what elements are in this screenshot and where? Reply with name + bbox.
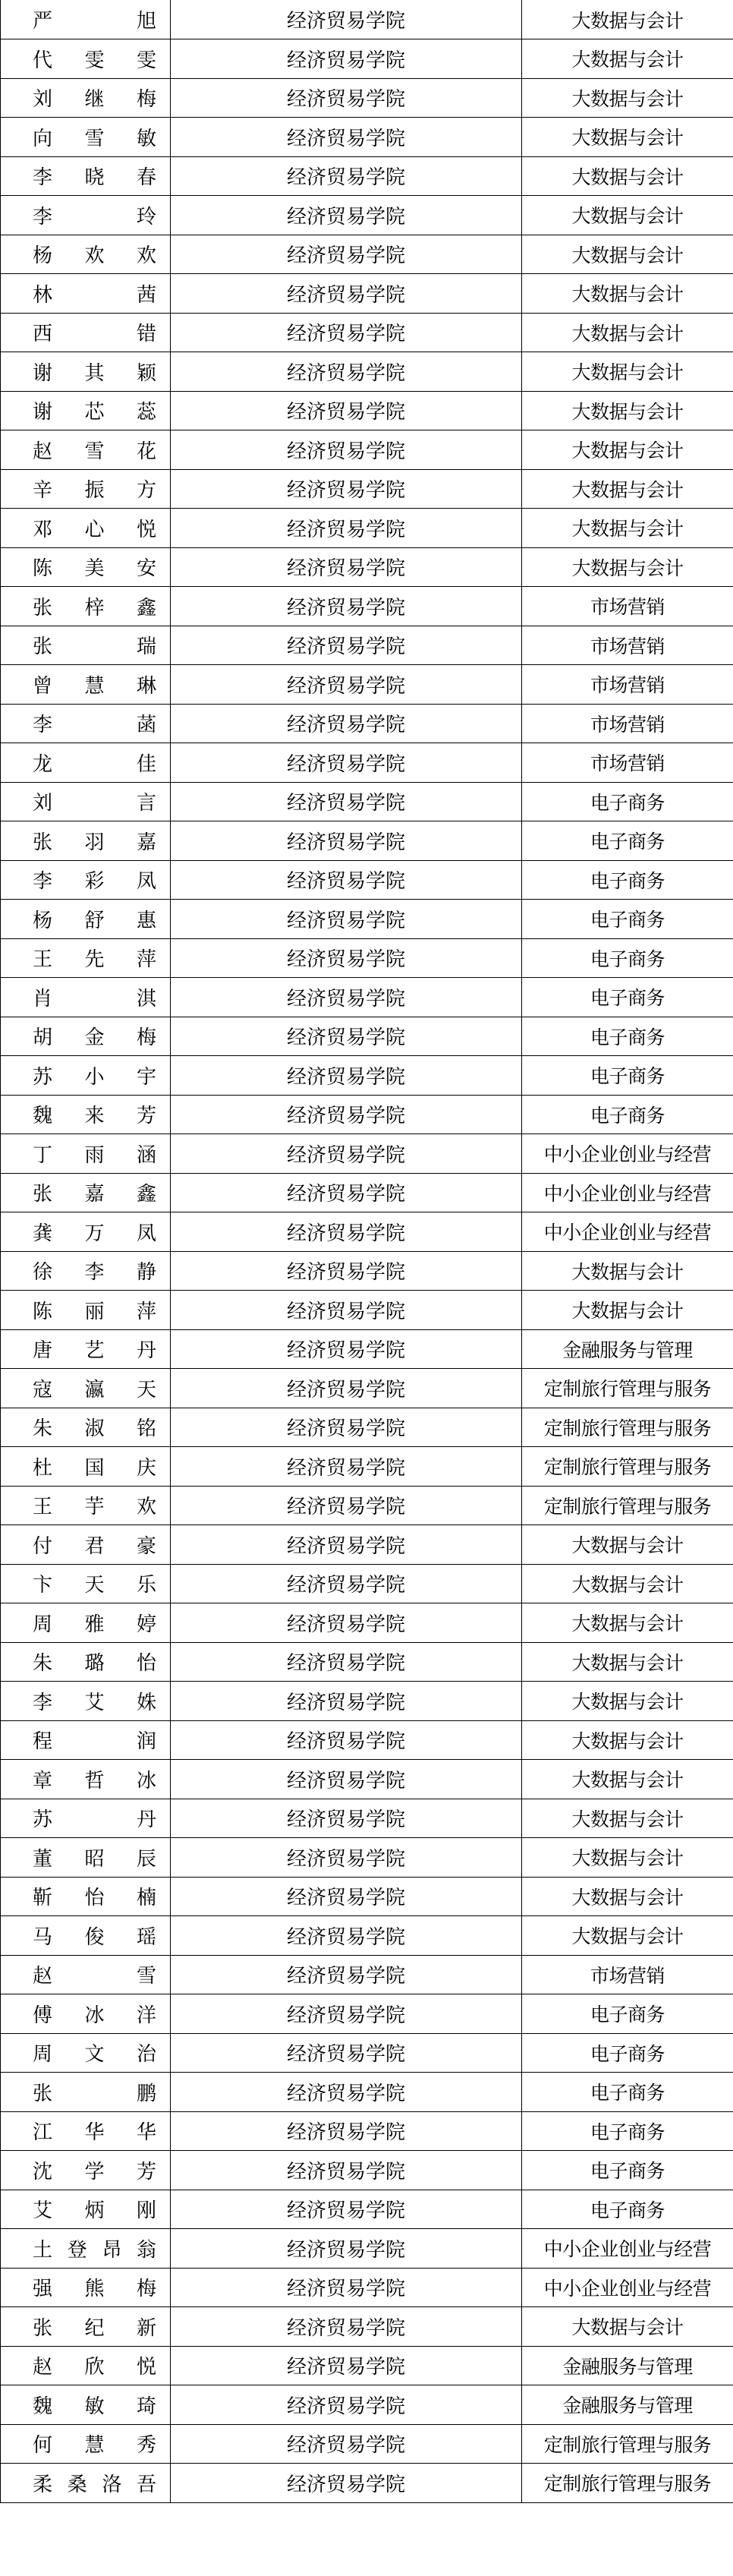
table-row	[1, 509, 733, 548]
college-name: 经济贸易学院	[171, 156, 522, 196]
student-name: 严 旭	[1, 0, 171, 39]
table-row	[1, 1056, 733, 1096]
major-name: 大数据与会计	[522, 1916, 733, 1956]
table-row	[1, 1838, 733, 1878]
table-row	[1, 1486, 733, 1525]
major-name: 电子商务	[522, 938, 733, 978]
student-name: 林 茜	[1, 274, 171, 314]
student-name: 江 华 华	[1, 2111, 171, 2151]
table-row	[1, 665, 733, 705]
student-name: 龚 万 凤	[1, 1212, 171, 1252]
student-name: 魏 来 芳	[1, 1095, 171, 1134]
major-name: 大数据与会计	[522, 156, 733, 196]
college-name: 经济贸易学院	[171, 626, 522, 665]
major-name: 定制旅行管理与服务	[522, 1408, 733, 1447]
student-name: 丁 雨 涵	[1, 1134, 171, 1174]
table-row	[1, 2073, 733, 2112]
student-name: 龙 佳	[1, 743, 171, 783]
college-name: 经济贸易学院	[171, 2190, 522, 2229]
major-name: 大数据与会计	[522, 196, 733, 235]
student-name: 土 登 昂 翁	[1, 2229, 171, 2269]
major-name: 定制旅行管理与服务	[522, 1486, 733, 1525]
roster-body	[1, 0, 733, 2502]
major-name: 中小企业创业与经营	[522, 1212, 733, 1252]
major-name: 大数据与会计	[522, 1525, 733, 1565]
student-name: 王 芋 欢	[1, 1486, 171, 1525]
major-name: 电子商务	[522, 1095, 733, 1134]
table-row	[1, 313, 733, 352]
college-name: 经济贸易学院	[171, 900, 522, 939]
college-name: 经济贸易学院	[171, 1251, 522, 1291]
major-name: 电子商务	[522, 1056, 733, 1096]
major-name: 大数据与会计	[522, 1877, 733, 1916]
table-row	[1, 1682, 733, 1721]
major-name: 电子商务	[522, 900, 733, 939]
college-name: 经济贸易学院	[171, 665, 522, 705]
college-name: 经济贸易学院	[171, 1173, 522, 1212]
major-name: 大数据与会计	[522, 1720, 733, 1760]
student-name: 杨 舒 惠	[1, 900, 171, 939]
major-name: 市场营销	[522, 587, 733, 626]
college-name: 经济贸易学院	[171, 1291, 522, 1330]
table-row	[1, 2346, 733, 2385]
major-name: 金融服务与管理	[522, 1329, 733, 1369]
student-name: 张 嘉 鑫	[1, 1173, 171, 1212]
major-name: 大数据与会计	[522, 1682, 733, 1721]
college-name: 经济贸易学院	[171, 821, 522, 861]
table-row	[1, 2385, 733, 2425]
major-name: 大数据与会计	[522, 2307, 733, 2347]
college-name: 经济贸易学院	[171, 2111, 522, 2151]
table-row	[1, 704, 733, 743]
table-row	[1, 78, 733, 118]
major-name: 电子商务	[522, 1994, 733, 2034]
table-row	[1, 938, 733, 978]
table-row	[1, 2268, 733, 2307]
table-row	[1, 274, 733, 314]
major-name: 大数据与会计	[522, 1251, 733, 1291]
table-row	[1, 1095, 733, 1134]
student-name: 魏 敏 琦	[1, 2385, 171, 2425]
major-name: 市场营销	[522, 626, 733, 665]
college-name: 经济贸易学院	[171, 1095, 522, 1134]
student-name: 李 菡	[1, 704, 171, 743]
college-name: 经济贸易学院	[171, 352, 522, 392]
student-name: 李 玲	[1, 196, 171, 235]
college-name: 经济贸易学院	[171, 1408, 522, 1447]
student-name: 付 君 豪	[1, 1525, 171, 1565]
table-row	[1, 1955, 733, 1994]
college-name: 经济贸易学院	[171, 391, 522, 430]
student-name: 赵 雪	[1, 1955, 171, 1994]
college-name: 经济贸易学院	[171, 1877, 522, 1916]
student-name: 艾 炳 刚	[1, 2190, 171, 2229]
table-row	[1, 118, 733, 157]
student-name: 朱 璐 怡	[1, 1642, 171, 1682]
major-name: 大数据与会计	[522, 313, 733, 352]
table-row	[1, 1720, 733, 1760]
major-name: 大数据与会计	[522, 352, 733, 392]
table-row	[1, 1134, 733, 1174]
major-name: 定制旅行管理与服务	[522, 2424, 733, 2464]
table-row	[1, 430, 733, 470]
college-name: 经济贸易学院	[171, 469, 522, 509]
college-name: 经济贸易学院	[171, 509, 522, 548]
table-row	[1, 547, 733, 587]
table-row	[1, 978, 733, 1017]
student-name: 陈 丽 萍	[1, 1291, 171, 1330]
table-row	[1, 1251, 733, 1291]
college-name: 经济贸易学院	[171, 2385, 522, 2425]
college-name: 经济贸易学院	[171, 1017, 522, 1056]
major-name: 大数据与会计	[522, 509, 733, 548]
college-name: 经济贸易学院	[171, 547, 522, 587]
table-row	[1, 1212, 733, 1252]
student-name: 李 艾 姝	[1, 1682, 171, 1721]
major-name: 中小企业创业与经营	[522, 1173, 733, 1212]
table-row	[1, 587, 733, 626]
major-name: 电子商务	[522, 2190, 733, 2229]
major-name: 大数据与会计	[522, 1603, 733, 1643]
student-name: 章 哲 冰	[1, 1760, 171, 1799]
student-name: 谢 其 颖	[1, 352, 171, 392]
college-name: 经济贸易学院	[171, 782, 522, 821]
major-name: 金融服务与管理	[522, 2385, 733, 2425]
major-name: 电子商务	[522, 2151, 733, 2190]
student-name: 强 熊 梅	[1, 2268, 171, 2307]
major-name: 大数据与会计	[522, 78, 733, 118]
student-name: 刘 言	[1, 782, 171, 821]
college-name: 经济贸易学院	[171, 1447, 522, 1487]
table-row	[1, 2033, 733, 2073]
student-name: 李 晓 春	[1, 156, 171, 196]
college-name: 经济贸易学院	[171, 704, 522, 743]
college-name: 经济贸易学院	[171, 196, 522, 235]
student-name: 曾 慧 琳	[1, 665, 171, 705]
table-row	[1, 1369, 733, 1408]
table-row	[1, 1173, 733, 1212]
college-name: 经济贸易学院	[171, 0, 522, 39]
student-name: 程 润	[1, 1720, 171, 1760]
college-name: 经济贸易学院	[171, 1564, 522, 1603]
student-name: 西 错	[1, 313, 171, 352]
student-name: 寇 瀛 天	[1, 1369, 171, 1408]
table-row	[1, 626, 733, 665]
student-name: 赵 雪 花	[1, 430, 171, 470]
student-name: 张 梓 鑫	[1, 587, 171, 626]
table-row	[1, 1799, 733, 1838]
student-name: 傅 冰 洋	[1, 1994, 171, 2034]
table-row	[1, 2151, 733, 2190]
student-name: 柔 桑 洛 吾	[1, 2464, 171, 2503]
table-row	[1, 235, 733, 274]
major-name: 电子商务	[522, 2073, 733, 2112]
table-row	[1, 900, 733, 939]
college-name: 经济贸易学院	[171, 235, 522, 274]
major-name: 市场营销	[522, 1955, 733, 1994]
table-row	[1, 391, 733, 430]
college-name: 经济贸易学院	[171, 2464, 522, 2503]
major-name: 大数据与会计	[522, 1642, 733, 1682]
college-name: 经济贸易学院	[171, 978, 522, 1017]
college-name: 经济贸易学院	[171, 1369, 522, 1408]
major-name: 大数据与会计	[522, 39, 733, 79]
student-name: 张 鹏	[1, 2073, 171, 2112]
student-name: 谢 芯 蕊	[1, 391, 171, 430]
college-name: 经济贸易学院	[171, 1486, 522, 1525]
college-name: 经济贸易学院	[171, 78, 522, 118]
major-name: 大数据与会计	[522, 1838, 733, 1878]
college-name: 经济贸易学院	[171, 1838, 522, 1878]
table-row	[1, 860, 733, 900]
major-name: 大数据与会计	[522, 1291, 733, 1330]
major-name: 电子商务	[522, 2033, 733, 2073]
table-row	[1, 1291, 733, 1330]
table-row	[1, 2229, 733, 2269]
college-name: 经济贸易学院	[171, 860, 522, 900]
college-name: 经济贸易学院	[171, 938, 522, 978]
student-name: 陈 美 安	[1, 547, 171, 587]
college-name: 经济贸易学院	[171, 1603, 522, 1643]
table-row	[1, 743, 733, 783]
major-name: 大数据与会计	[522, 1799, 733, 1838]
college-name: 经济贸易学院	[171, 1525, 522, 1565]
student-name: 代 雯 雯	[1, 39, 171, 79]
table-row	[1, 821, 733, 861]
college-name: 经济贸易学院	[171, 1642, 522, 1682]
student-name: 唐 艺 丹	[1, 1329, 171, 1369]
major-name: 大数据与会计	[522, 118, 733, 157]
major-name: 电子商务	[522, 782, 733, 821]
student-name: 董 昭 辰	[1, 1838, 171, 1878]
college-name: 经济贸易学院	[171, 39, 522, 79]
table-row	[1, 2464, 733, 2503]
table-row	[1, 1642, 733, 1682]
college-name: 经济贸易学院	[171, 2307, 522, 2347]
student-name: 马 俊 瑶	[1, 1916, 171, 1956]
student-name: 沈 学 芳	[1, 2151, 171, 2190]
student-name: 卞 天 乐	[1, 1564, 171, 1603]
student-name: 苏 丹	[1, 1799, 171, 1838]
college-name: 经济贸易学院	[171, 1056, 522, 1096]
major-name: 电子商务	[522, 821, 733, 861]
college-name: 经济贸易学院	[171, 587, 522, 626]
student-name: 苏 小 宇	[1, 1056, 171, 1096]
college-name: 经济贸易学院	[171, 2033, 522, 2073]
table-row	[1, 39, 733, 79]
student-name: 周 文 治	[1, 2033, 171, 2073]
major-name: 市场营销	[522, 704, 733, 743]
college-name: 经济贸易学院	[171, 1682, 522, 1721]
college-name: 经济贸易学院	[171, 1212, 522, 1252]
table-row	[1, 1877, 733, 1916]
major-name: 大数据与会计	[522, 547, 733, 587]
college-name: 经济贸易学院	[171, 1994, 522, 2034]
college-name: 经济贸易学院	[171, 2151, 522, 2190]
student-name: 李 彩 凤	[1, 860, 171, 900]
major-name: 电子商务	[522, 978, 733, 1017]
major-name: 大数据与会计	[522, 430, 733, 470]
major-name: 大数据与会计	[522, 1564, 733, 1603]
student-name: 胡 金 梅	[1, 1017, 171, 1056]
major-name: 电子商务	[522, 860, 733, 900]
student-name: 杨 欢 欢	[1, 235, 171, 274]
major-name: 定制旅行管理与服务	[522, 1447, 733, 1487]
college-name: 经济贸易学院	[171, 118, 522, 157]
major-name: 电子商务	[522, 1017, 733, 1056]
table-row	[1, 1603, 733, 1643]
major-name: 中小企业创业与经营	[522, 1134, 733, 1174]
table-row	[1, 1994, 733, 2034]
table-row	[1, 1564, 733, 1603]
table-row	[1, 1447, 733, 1487]
table-row	[1, 196, 733, 235]
college-name: 经济贸易学院	[171, 2346, 522, 2385]
student-name: 朱 淑 铭	[1, 1408, 171, 1447]
college-name: 经济贸易学院	[171, 2268, 522, 2307]
table-row	[1, 0, 733, 39]
table-row	[1, 1408, 733, 1447]
table-row	[1, 156, 733, 196]
major-name: 中小企业创业与经营	[522, 2229, 733, 2269]
major-name: 大数据与会计	[522, 0, 733, 39]
college-name: 经济贸易学院	[171, 313, 522, 352]
college-name: 经济贸易学院	[171, 1329, 522, 1369]
table-row	[1, 1916, 733, 1956]
college-name: 经济贸易学院	[171, 2073, 522, 2112]
major-name: 电子商务	[522, 2111, 733, 2151]
student-name: 邓 心 悦	[1, 509, 171, 548]
student-name: 赵 欣 悦	[1, 2346, 171, 2385]
student-name: 张 羽 嘉	[1, 821, 171, 861]
college-name: 经济贸易学院	[171, 2424, 522, 2464]
major-name: 大数据与会计	[522, 274, 733, 314]
college-name: 经济贸易学院	[171, 430, 522, 470]
college-name: 经济贸易学院	[171, 1134, 522, 1174]
student-name: 靳 怡 楠	[1, 1877, 171, 1916]
table-row	[1, 1525, 733, 1565]
student-name: 徐 李 静	[1, 1251, 171, 1291]
table-row	[1, 782, 733, 821]
major-name: 定制旅行管理与服务	[522, 2464, 733, 2503]
table-row	[1, 469, 733, 509]
college-name: 经济贸易学院	[171, 1916, 522, 1956]
college-name: 经济贸易学院	[171, 1720, 522, 1760]
major-name: 大数据与会计	[522, 235, 733, 274]
student-name: 杜 国 庆	[1, 1447, 171, 1487]
student-name: 张 瑞	[1, 626, 171, 665]
table-row	[1, 1329, 733, 1369]
student-name: 何 慧 秀	[1, 2424, 171, 2464]
college-name: 经济贸易学院	[171, 2229, 522, 2269]
student-name: 张 纪 新	[1, 2307, 171, 2347]
college-name: 经济贸易学院	[171, 743, 522, 783]
college-name: 经济贸易学院	[171, 1760, 522, 1799]
college-name: 经济贸易学院	[171, 274, 522, 314]
table-row	[1, 2307, 733, 2347]
major-name: 大数据与会计	[522, 469, 733, 509]
student-name: 向 雪 敏	[1, 118, 171, 157]
student-name: 周 雅 婷	[1, 1603, 171, 1643]
student-name: 肖 淇	[1, 978, 171, 1017]
table-row	[1, 1760, 733, 1799]
major-name: 金融服务与管理	[522, 2346, 733, 2385]
major-name: 市场营销	[522, 743, 733, 783]
table-row	[1, 1017, 733, 1056]
major-name: 大数据与会计	[522, 391, 733, 430]
major-name: 市场营销	[522, 665, 733, 705]
table-row	[1, 2190, 733, 2229]
college-name: 经济贸易学院	[171, 1955, 522, 1994]
table-row	[1, 352, 733, 392]
college-name: 经济贸易学院	[171, 1799, 522, 1838]
major-name: 定制旅行管理与服务	[522, 1369, 733, 1408]
student-name: 王 先 萍	[1, 938, 171, 978]
table-row	[1, 2111, 733, 2151]
major-name: 中小企业创业与经营	[522, 2268, 733, 2307]
student-name: 刘 继 梅	[1, 78, 171, 118]
major-name: 大数据与会计	[522, 1760, 733, 1799]
table-row	[1, 2424, 733, 2464]
student-name: 辛 振 方	[1, 469, 171, 509]
